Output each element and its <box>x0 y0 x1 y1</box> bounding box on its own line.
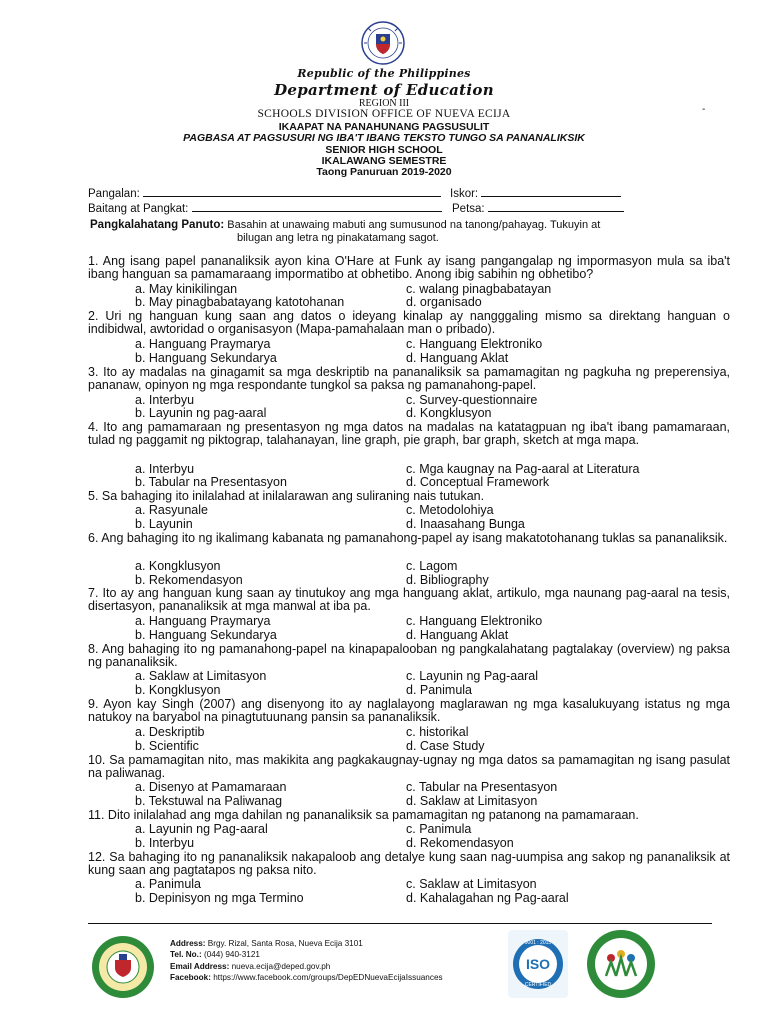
question-4: 4. Ito ang pamamaraan ng presentasyon ng mga datos na madalas na katatagpuan ng iba't ibang pamamaraan, tulad ng paggamit ng piktograp, talahanayan, line graph, pie graph, bar graph, sketch at mga mapa. <box>88 420 730 447</box>
iso-certified: CERTIFIED <box>524 982 552 988</box>
date-label: Petsa: <box>452 203 485 215</box>
option-6d[interactable]: d. Bibliography <box>406 573 489 587</box>
email-value[interactable]: nueva.ecija@deped.gov.ph <box>231 961 331 971</box>
option-8c[interactable]: c. Layunin ng Pag-aaral <box>406 669 539 683</box>
iso-certified-logo <box>508 930 568 998</box>
sdo-nueva-ecija-seal-logo <box>88 934 158 1000</box>
subject-title: PAGBASA AT PAGSUSURI NG IBA'T IBANG TEKSTO TUNGO SA PANANALIKSIK <box>183 132 585 144</box>
level-line: SENIOR HIGH SCHOOL <box>325 144 443 156</box>
grade-section-field[interactable] <box>88 201 442 215</box>
address-label: Address: <box>170 939 206 948</box>
question-2: 2. Uri ng hanguan kung saan ang datos o ideyang kinalap ay nangggaling mismo sa direktang hanguan o indibidwal, awtoridad o organisasyon (Mapa-pamahalaan man o pribado). <box>88 309 730 336</box>
division-line: SCHOOLS DIVISION OFFICE OF NUEVA ECIJA <box>257 108 511 120</box>
date-field[interactable] <box>452 201 624 215</box>
republic-line: Republic of the Philippines <box>297 67 471 80</box>
instructions-text-2: bilugan ang letra ng pinakatamang sagot. <box>237 232 439 244</box>
option-5c[interactable]: c. Metodolohiya <box>406 503 494 517</box>
facebook-link[interactable]: https://www.facebook.com/groups/DepEDNuevaEcijaIssuances <box>213 973 443 983</box>
question-3: 3. Ito ay madalas na ginagamit sa mga deskriptib na pananaliksik sa pamamagitan ng pagkuha ng preperensiya, pananaw, opinyon ng mga respondante tungkol sa paksa ng pamanahong-papel. <box>88 365 730 392</box>
exam-title: IKAAPAT NA PANAHUNANG PAGSUSULIT <box>278 121 490 133</box>
tel-label: Tel. No.: <box>170 950 202 960</box>
date-blank[interactable] <box>488 201 624 212</box>
option-2c[interactable]: c. Hanguang Elektroniko <box>406 337 543 351</box>
option-3c[interactable]: c. Survey-questionnaire <box>406 393 538 407</box>
option-12b[interactable]: b. Depinisyon ng mga Termino <box>135 891 304 905</box>
general-instructions <box>90 219 690 245</box>
option-8b[interactable]: b. Kongklusyon <box>135 683 221 697</box>
iso-label: ISO <box>525 956 551 972</box>
option-7c[interactable]: c. Hanguang Elektroniko <box>406 614 543 628</box>
option-9d[interactable]: d. Case Study <box>406 739 485 753</box>
child-friendly-school-logo <box>584 928 658 1000</box>
question-9: 9. Ayon kay Singh (2007) ang disenyong ito ay naglalayong maglarawan ng mga kasalukuyang istatus ng mga natukoy na baryabol na pinagtutuunang pansin sa pananaliksik. <box>88 697 730 724</box>
footer-divider <box>88 923 712 924</box>
option-11d[interactable]: d. Rekomendasyon <box>406 836 514 850</box>
score-blank[interactable] <box>481 186 621 197</box>
email-label: Email Address: <box>170 961 230 971</box>
option-4a[interactable]: a. Interbyu <box>135 462 195 476</box>
question-12: 12. Sa bahaging ito ng pananaliksik nakapaloob ang detalye kung saan nag-uumpisa ang sakop ng pananaliksik at kung saan ang pagtatapos ng paksa nito. <box>88 850 730 877</box>
option-10c[interactable]: c. Tabular na Presentasyon <box>406 780 558 794</box>
option-6b[interactable]: b. Rekomendasyon <box>135 573 243 587</box>
option-9b[interactable]: b. Scientific <box>135 739 199 753</box>
option-2b[interactable]: b. Hanguang Sekundarya <box>135 351 277 365</box>
question-8: 8. Ang bahaging ito ng pamanahong-papel na kinapapalooban ng pangkalahatang pagtalakay (overview) ng paksa ng pananaliksik. <box>88 642 730 669</box>
option-3b[interactable]: b. Layunin ng pag-aaral <box>135 406 267 420</box>
option-12d[interactable]: d. Kahalagahan ng Pag-aaral <box>406 891 569 905</box>
option-12a[interactable]: a. Panimula <box>135 877 202 891</box>
score-field[interactable] <box>450 186 621 200</box>
option-8d[interactable]: d. Panimula <box>406 683 473 697</box>
question-7: 7. Ito ay ang hanguan kung saan ay tinutukoy ang mga hanguang aklat, artikulo, mga naunang pag-aaral na tesis, disertasyon, pananaliksik at mga manwal at iba pa. <box>88 586 730 613</box>
footer-contact <box>170 938 443 984</box>
question-10: 10. Sa pamamagitan nito, mas makikita ang pagkakaugnay-ugnay ng mga datos sa pamamagitan ng isang pasulat na paliwanag. <box>88 753 730 780</box>
stray-mark: - <box>702 104 706 115</box>
option-5a[interactable]: a. Rasyunale <box>135 503 208 517</box>
option-10a[interactable]: a. Disenyo at Pamamaraan <box>135 780 287 794</box>
option-4c[interactable]: c. Mga kaugnay na Pag-aaral at Literatura <box>406 462 640 476</box>
option-6c[interactable]: c. Lagom <box>406 559 458 573</box>
option-4d[interactable]: d. Conceptual Framework <box>406 475 550 489</box>
region-line: REGION III <box>358 98 410 109</box>
option-5b[interactable]: b. Layunin <box>135 517 193 531</box>
department-title: Department of Education <box>274 81 494 99</box>
question-11: 11. Dito inilalahad ang mga dahilan ng pananaliksik sa pamamagitan ng patanong na pamamaraan. <box>88 808 639 822</box>
address-value: Brgy. Rizal, Santa Rosa, Nueva Ecija 3101 <box>207 939 363 948</box>
option-1a[interactable]: a. May kinikilingan <box>135 282 238 296</box>
facebook-label: Facebook: <box>170 973 211 983</box>
iso-standard: 9001 : 2015 <box>524 940 552 946</box>
name-blank[interactable] <box>143 186 441 197</box>
option-1b[interactable]: b. May pinagbabatayang katotohanan <box>135 295 345 309</box>
option-12c[interactable]: c. Saklaw at Limitasyon <box>406 877 537 891</box>
option-2d[interactable]: d. Hanguang Aklat <box>406 351 509 365</box>
option-9c[interactable]: c. historikal <box>406 725 469 739</box>
deped-seal-logo <box>346 20 420 66</box>
option-11b[interactable]: b. Interbyu <box>135 836 195 850</box>
semester-line: IKALAWANG SEMESTRE <box>321 155 447 167</box>
option-11c[interactable]: c. Panimula <box>406 822 472 836</box>
option-10d[interactable]: d. Saklaw at Limitasyon <box>406 794 538 808</box>
option-8a[interactable]: a. Saklaw at Limitasyon <box>135 669 267 683</box>
tel-value: (044) 940-3121 <box>203 950 260 960</box>
question-1: 1. Ang isang papel pananaliksik ayon kina O'Hare at Funk ay isang pangangalap ng impormasyon mula sa iba't ibang hanguan sa pamamaraang impormatibo at obhetibo. Anong ibig sabihin ng obhetibo? <box>88 254 730 281</box>
option-3d[interactable]: d. Kongklusyon <box>406 406 492 420</box>
instructions-text-1: Basahin at unawaing mabuti ang sumusunod na tanong/pahayag. Tukuyin at <box>227 219 601 231</box>
score-label: Iskor: <box>450 188 479 200</box>
question-6: 6. Ang bahaging ito ng ikalimang kabanata ng pamanahong-papel ay isang makatotohanang tuklas sa pananaliksik. <box>88 531 728 545</box>
option-2a[interactable]: a. Hanguang Praymarya <box>135 337 271 351</box>
option-1d[interactable]: d. organisado <box>406 295 482 309</box>
option-5d[interactable]: d. Inaasahang Bunga <box>406 517 525 531</box>
option-11a[interactable]: a. Layunin ng Pag-aaral <box>135 822 268 836</box>
grade-section-label: Baitang at Pangkat: <box>88 203 189 215</box>
option-10b[interactable]: b. Tekstuwal na Paliwanag <box>135 794 283 808</box>
school-year-line: Taong Panuruan 2019-2020 <box>316 166 452 178</box>
option-7d[interactable]: d. Hanguang Aklat <box>406 628 509 642</box>
option-6a[interactable]: a. Kongklusyon <box>135 559 221 573</box>
option-4b[interactable]: b. Tabular na Presentasyon <box>135 475 287 489</box>
option-1c[interactable]: c. walang pinagbabatayan <box>406 282 552 296</box>
instructions-label: Pangkalahatang Panuto: <box>90 219 225 231</box>
name-field[interactable] <box>88 186 441 200</box>
option-3a[interactable]: a. Interbyu <box>135 393 195 407</box>
option-7b[interactable]: b. Hanguang Sekundarya <box>135 628 277 642</box>
question-5: 5. Sa bahaging ito inilalahad at inilalarawan ang suliraning nais tutukan. <box>88 489 485 503</box>
name-label: Pangalan: <box>88 188 140 200</box>
grade-section-blank[interactable] <box>192 201 442 212</box>
option-7a[interactable]: a. Hanguang Praymarya <box>135 614 271 628</box>
option-9a[interactable]: a. Deskriptib <box>135 725 205 739</box>
